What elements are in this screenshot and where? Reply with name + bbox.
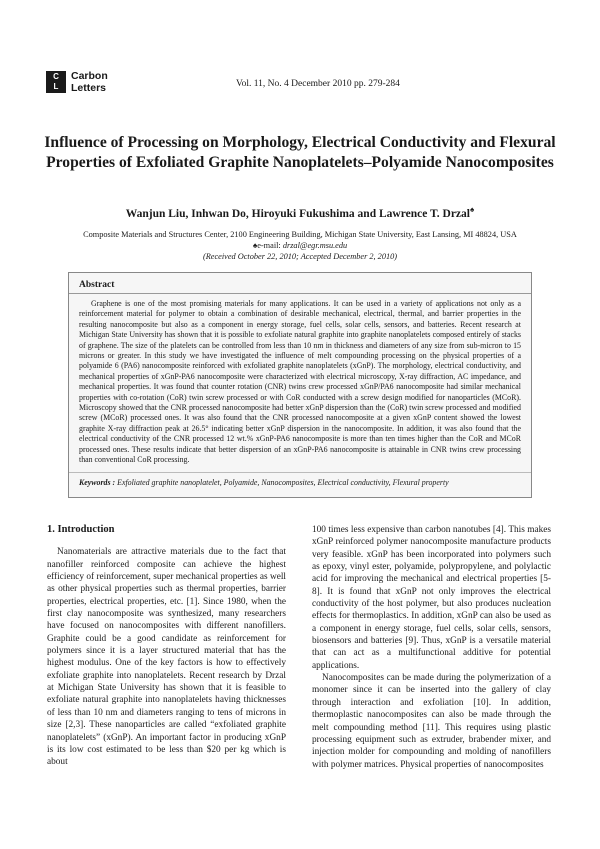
intro-paragraph-2: Nanocomposites can be made during the polymerization of a monomer since it can be inserted into the gallery of clay through interaction and exfoliation [10]. In addition, thermoplastic nanocomposites can also be made through the melt compounding method [11]. This requires using plastic processing equipment such as extruder, brabender mixer, and injection molder for compounding and molding of nanofillers with polymer matrices. Physical properties of nanocomposites xyxy=(312,673,551,770)
abstract-heading: Abstract xyxy=(79,280,115,290)
email-address[interactable]: drzal@egr.msu.edu xyxy=(282,241,348,250)
abstract-body: Graphene is one of the most promising materials for many applications. It can be used in a variety of applications not only as a reinforcement material for polymer to obtain a combination of desirable mechanical, electrical, thermal, and barrier properties in the resulting nanocomposite but also as a component in energy storage, fuel cells, solar cells, sensors, and batteries. Recent research at Michigan State University has shown that it is possible to exfoliate natural graphite into graphite nanoplatelets composed entirely of stacks of graphene. The size of the platelets can be controlled from less than 10 nm in thickness and diameters of any size from sub-micron to 15 microns or greater. In this study we have investigated the influence of melt compounding processing on the physical properties of a polyamide 6 (PA6) nanocomposite reinforced with exfoliated graphite nanoplatelets (xGnP). The morphology, electrical conductivity, and mechanical properties of xGnP-PA6 nanocomposite were characterized with electrical microscopy, X-ray diffraction, AC impedance, and mechanical properties. It was found that counter rotation (CNR) twins crew processed xGnP/PA6 nanocomposite had similar mechanical properties with co-rotation (CoR) twin screw processed or with CoR conducted with a screw design modified for nanoparticles (MCoR). Microscopy showed that the CNR processed nanocomposite had better xGnP dispersion than the (CoR) twin screw processed and modified screw (MCoR) processed ones. It was also found that the CNR processed nanocomposite at a given xGnP content showed the lowest graphite X-ray diffraction peak at 26.5° indicating better xGnP dispersion in the nanocomposite. In addition, it was also found that the electrical conductivity of the CNR processed 12 wt.% xGnP-PA6 nanocomposite is more than ten times higher than the CoR and MCoR processed ones. These results indicate that better dispersion of an xGnP-PA6 nanocomposite is attainable in CNR twins crew processing than conventional CoR processing. xyxy=(79,299,521,465)
keywords-list: Exfoliated graphite nanoplatelet, Polyamide, Nanocomposites, Electrical conductivity, Flexural property xyxy=(117,477,449,487)
logo-icon-letter-c: C xyxy=(53,72,59,81)
author-names: Wanjun Liu, Inhwan Do, Hiroyuki Fukushima and Lawrence T. Drzal xyxy=(125,207,470,220)
journal-issue-info: Vol. 11, No. 4 December 2010 pp. 279-284 xyxy=(236,79,400,89)
logo-icon-letter-l: L xyxy=(53,82,59,91)
left-column xyxy=(47,524,286,769)
intro-paragraph-1: Nanomaterials are attractive materials due to the fact that nanofiller reinforced composite can achieve the highest efficiency of reinforcement, super mechanical properties as well as other physical properties such as thermal properties, barrier properties, electrical properties, etc. [1]. Since 1980, when the first clay nanocomposite was synthesized, many researchers have focused on nanocomposites with different nanofillers. Graphite could be a good candidate as reinforcement for polymers since it is a layer structured material that has the highest modulus. One of the key factors is how to effectively exfoliate graphite into nanoplatelets. Recent research by Drzal at Michigan State University has shown that it is feasible to exfoliate natural graphite into nanoplatelets having thicknesses of less than 10 nm and diameters ranging to tens of microns in size [2,3]. These nanoparticles are called “exfoliated graphite nanoplatelets” (xGnP). An important factor in producing xGnP is its low cost estimated to be less than $20 per kg which is about xyxy=(47,547,286,768)
email-line xyxy=(40,240,560,251)
keywords-label: Keywords : xyxy=(79,477,116,487)
journal-name-line1: Carbon xyxy=(71,70,108,82)
abstract-box xyxy=(68,272,532,498)
journal-name-line2: Letters xyxy=(71,82,107,94)
journal-name xyxy=(71,70,108,94)
author-affiliation-block xyxy=(40,229,560,262)
author-list xyxy=(40,205,560,220)
corresponding-author-mark: ♠ xyxy=(470,205,475,214)
journal-logo xyxy=(46,70,108,94)
right-column xyxy=(312,524,551,771)
received-accepted-dates: (Received October 22, 2010; Accepted December 2, 2010) xyxy=(202,252,398,261)
email-prefix: ♠e-mail: xyxy=(252,241,283,250)
section-heading-introduction: 1. Introduction xyxy=(47,524,115,535)
journal-logo-icon xyxy=(46,71,66,93)
affiliation: Composite Materials and Structures Center, 2100 Engineering Building, Michigan State University, East Lansing, MI 48824, USA xyxy=(83,230,517,239)
keywords-line xyxy=(69,472,531,488)
intro-paragraph-1-continued: 100 times less expensive than carbon nanotubes [4]. This makes xGnP reinforced polymer nanocomposite manufacture products very feasible. xGnP has been incorporated into polymers such as epoxy, vinyl ester, polyamide, polypropylene, and polylactic acid for improving the mechanical and electrical properties [5-8]. It is found that xGnP not only improves the electrical conductivity of the host polymer, but also produces nucleation effects for thermoplastics. In addition, xGnP can also be used as a component in energy storage, fuel cells, solar cells, sensors, biosensors and batteries [9]. Thus, xGnP is a versatile material that can act as a multifunctional additive for potential applications. xyxy=(312,525,551,671)
abstract-divider xyxy=(69,293,531,294)
paper-title: Influence of Processing on Morphology, Electrical Conductivity and Flexural Properties of Exfoliated Graphite Nanoplatelets–Polyamide Nanocomposites xyxy=(44,134,556,171)
